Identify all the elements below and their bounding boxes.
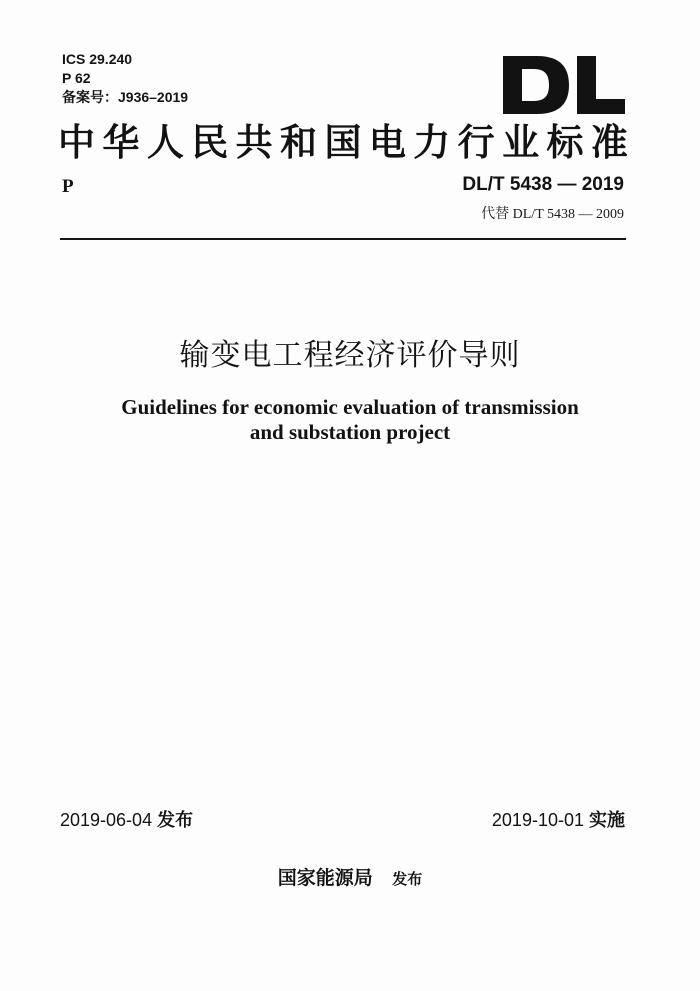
standard-title-char: 行 (457, 120, 495, 164)
standard-title-char: 电 (368, 120, 406, 164)
document-title-en (0, 395, 700, 445)
replaces-standard: 代替 DL/T 5438 — 2009 (481, 207, 624, 222)
standard-number: DL/T 5438 — 2019 (462, 174, 624, 195)
dl-logo-letter-d (503, 56, 569, 114)
issuing-action: 发布 (392, 870, 423, 888)
standard-title-char: 国 (324, 120, 362, 164)
document-title-en-line1: Guidelines for economic evaluation of transmission (121, 395, 579, 419)
standard-title-char: 中 (58, 120, 95, 164)
effective-date-label: 实施 (589, 810, 625, 831)
standard-title-char: 力 (413, 120, 451, 164)
dl-logo-letter-l (577, 56, 625, 114)
standard-title-char: 民 (191, 120, 229, 164)
publish-date-value: 2019-06-04 (60, 810, 153, 830)
header-divider (60, 238, 626, 240)
filing-number: 备案号：J936–2019 (62, 89, 189, 105)
standard-title-char: 共 (235, 120, 273, 164)
national-standard-title (58, 118, 628, 166)
issuing-organization: 国家能源局 (277, 867, 373, 889)
publish-date-label: 发布 (157, 810, 194, 831)
publish-date (60, 806, 193, 832)
document-title-en-line2: and substation project (249, 420, 451, 444)
standard-title-char: 华 (102, 120, 140, 164)
standard-title-char: 业 (502, 120, 540, 164)
classification-codes (62, 50, 188, 107)
standard-title-char: 准 (590, 120, 628, 164)
issuing-authority (0, 863, 700, 890)
effective-date (492, 806, 625, 832)
ics-code: ICS 29.240 (62, 51, 133, 67)
category-code: P 62 (62, 70, 91, 86)
class-letter: P (62, 176, 74, 197)
standard-title-char: 标 (546, 120, 584, 164)
effective-date-value: 2019-10-01 (491, 810, 584, 830)
standard-title-char: 和 (280, 120, 318, 164)
standard-title-char: 人 (146, 120, 184, 164)
dl-logo (503, 56, 625, 114)
document-title-cn: 输变电工程经济评价导则 (179, 338, 521, 373)
